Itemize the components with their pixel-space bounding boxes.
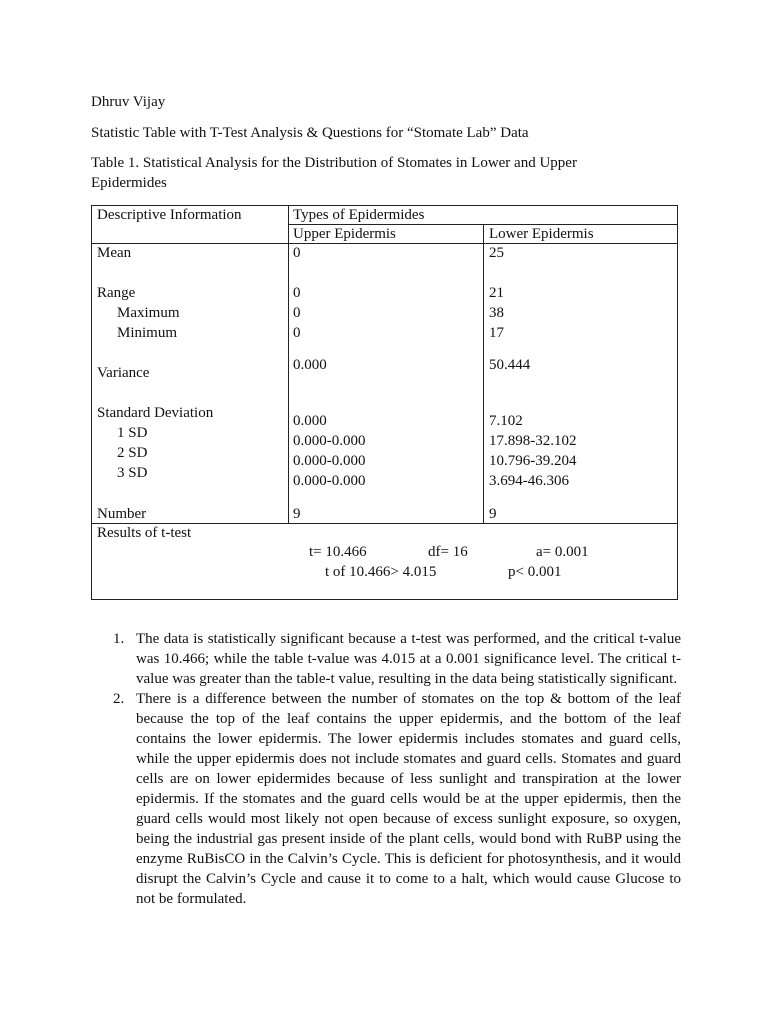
lower-sd-group	[489, 411, 577, 491]
table-border-bottom	[91, 599, 678, 600]
upper-sd-group	[293, 411, 366, 491]
header-descriptive: Descriptive Information	[97, 207, 242, 223]
table-border-left	[91, 205, 92, 600]
label-range-group	[97, 283, 180, 343]
lower-maximum: 38	[489, 305, 504, 321]
ttest-p-value: p< 0.001	[508, 564, 562, 580]
upper-sd3: 0.000-0.000	[293, 473, 366, 489]
upper-range-group	[293, 283, 301, 343]
label-variance: Variance	[97, 365, 150, 381]
ttest-alpha: a= 0.001	[536, 544, 589, 560]
table-caption: Table 1. Statistical Analysis for the Distribution of Stomates in Lower and Upper Epidermides	[91, 155, 577, 191]
table-border-right	[677, 205, 678, 600]
author-name: Dhruv Vijay	[91, 94, 166, 110]
header-upper: Upper Epidermis	[293, 226, 396, 242]
lower-range: 21	[489, 285, 504, 301]
answers-list	[91, 629, 681, 909]
upper-sd1: 0.000-0.000	[293, 433, 366, 449]
list-item-number: 2.	[113, 691, 125, 707]
upper-maximum: 0	[293, 305, 301, 321]
lower-number: 9	[489, 506, 497, 522]
lower-mean: 25	[489, 245, 504, 261]
label-number: Number	[97, 506, 147, 522]
label-mean: Mean	[97, 245, 132, 261]
upper-mean: 0	[293, 245, 301, 261]
ttest-comparison: t of 10.466> 4.015	[325, 564, 437, 580]
upper-std-dev: 0.000	[293, 413, 327, 429]
upper-variance: 0.000	[293, 357, 327, 373]
lower-range-group	[489, 283, 504, 343]
upper-sd2: 0.000-0.000	[293, 453, 366, 469]
lower-variance: 50.444	[489, 357, 531, 373]
list-item-number: 1.	[113, 631, 125, 647]
upper-range: 0	[293, 285, 301, 301]
document-title: Statistic Table with T-Test Analysis & Questions for “Stomate Lab” Data	[91, 125, 529, 141]
lower-std-dev: 7.102	[489, 413, 523, 429]
label-range: Range	[97, 285, 136, 301]
list-item-text: The data is statistically significant because a t-test was performed, and the critical t-value was 10.466; while the table t-value was 4.015 at a 0.001 significance level. The critical t-value was greater than the table-t value, resulting in the data being statistically significant.	[136, 631, 681, 687]
ttest-t-value: t= 10.466	[309, 544, 367, 560]
label-minimum: Minimum	[117, 325, 178, 341]
lower-sd2: 10.796-39.204	[489, 453, 577, 469]
table-divider-col1	[288, 205, 289, 524]
label-std-dev: Standard Deviation	[97, 405, 214, 421]
ttest-label: Results of t-test	[97, 525, 192, 541]
lower-minimum: 17	[489, 325, 504, 341]
upper-number: 9	[293, 506, 301, 522]
label-sd3: 3 SD	[117, 465, 148, 481]
label-sd-group	[97, 403, 213, 483]
label-sd2: 2 SD	[117, 445, 148, 461]
lower-sd1: 17.898-32.102	[489, 433, 577, 449]
list-item	[91, 629, 681, 689]
header-lower: Lower Epidermis	[489, 226, 594, 242]
label-sd1: 1 SD	[117, 425, 148, 441]
header-types: Types of Epidermides	[293, 207, 425, 223]
ttest-df: df= 16	[428, 544, 468, 560]
statistics-table	[91, 205, 678, 600]
list-item-text: There is a difference between the number of stomates on the top & bottom of the leaf because the top of the leaf contains the upper epidermis, and the bottom of the leaf contains the lower epidermis. The lower epidermis includes stomates and guard cells, while the upper epidermis does not include stomates and guard cells. Stomates and guard cells are on lower epidermides because of less sunlight and transpiration at the lower epidermis. If the stomates and the guard cells would be at the upper epidermis, then the guard cells would most likely not open because of excess sunlight exposure, so oxygen, being the industrial gas present inside of the plant cells, would bond with RuBP using the enzyme RuBisCO in the Calvin’s Cycle. This is deficient for photosynthesis, and it would disrupt the Calvin’s Cycle and cause it to come to a halt, which would cause Glucose to not be formulated.	[136, 691, 681, 907]
table-divider-col2	[483, 224, 484, 524]
list-item	[91, 689, 681, 909]
upper-minimum: 0	[293, 325, 301, 341]
lower-sd3: 3.694-46.306	[489, 473, 569, 489]
label-maximum: Maximum	[117, 305, 180, 321]
